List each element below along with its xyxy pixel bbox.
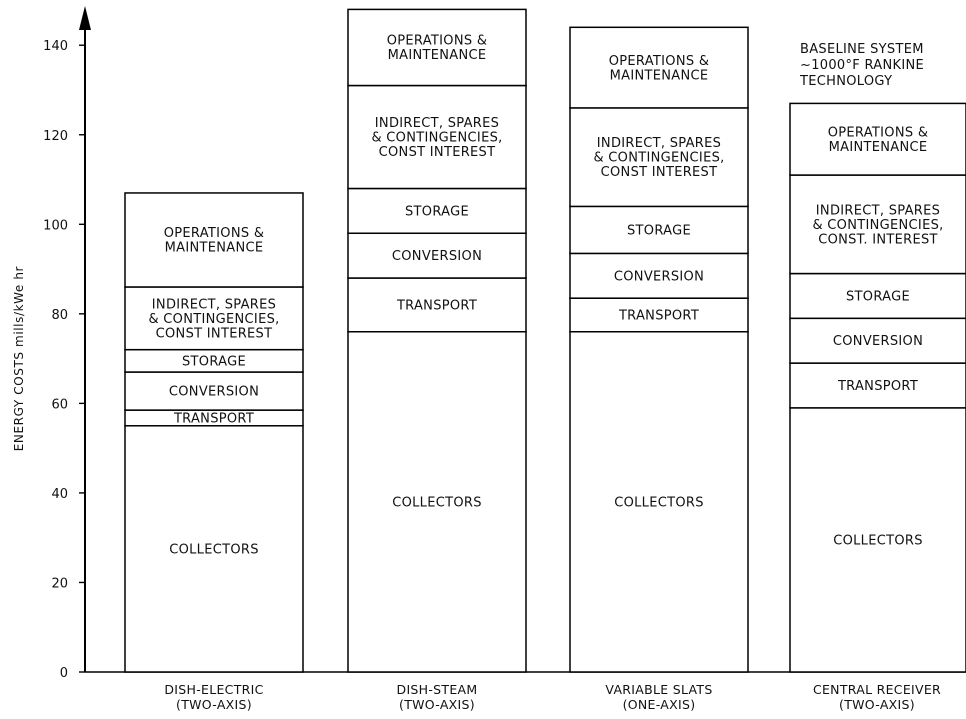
segment-label: TRANSPORT bbox=[173, 411, 255, 427]
segment-label: & CONTINGENCIES, bbox=[812, 217, 944, 233]
segment-label: TRANSPORT bbox=[618, 308, 700, 324]
segment-label: & CONTINGENCIES, bbox=[371, 130, 503, 146]
segment-label: STORAGE bbox=[405, 204, 469, 220]
segment-label: COLLECTORS bbox=[169, 542, 259, 558]
segment-label: TRANSPORT bbox=[837, 378, 919, 394]
segment-label: STORAGE bbox=[627, 223, 691, 239]
bars bbox=[125, 9, 966, 672]
stacked-bar bbox=[348, 9, 526, 672]
segment-label: COLLECTORS bbox=[833, 533, 923, 549]
segment-label: CONVERSION bbox=[832, 334, 924, 350]
stacked-bar bbox=[125, 193, 303, 672]
segment-label: CONST. INTEREST bbox=[818, 232, 938, 248]
segment-label: & CONTINGENCIES, bbox=[593, 150, 725, 166]
y-tick-label: 20 bbox=[51, 576, 68, 592]
category-sublabel: (TWO-AXIS) bbox=[399, 697, 475, 712]
annotation bbox=[799, 42, 924, 89]
segment-label: OPERATIONS & bbox=[163, 226, 265, 242]
y-tick-label: 80 bbox=[51, 307, 68, 323]
segment-label: CONST INTEREST bbox=[155, 326, 273, 342]
category-label: CENTRAL RECEIVER bbox=[812, 682, 942, 697]
category-sublabel: (TWO-AXIS) bbox=[176, 697, 252, 712]
segment-label: OPERATIONS & bbox=[827, 125, 929, 141]
y-axis-title: ENERGY COSTS mills/kWe hr bbox=[12, 265, 26, 452]
annotation-line: BASELINE SYSTEM bbox=[800, 42, 924, 57]
y-tick-label: 120 bbox=[43, 128, 68, 144]
y-tick-label: 140 bbox=[43, 39, 68, 55]
category-sublabel: (TWO-AXIS) bbox=[839, 697, 915, 712]
segment-label: INDIRECT, SPARES bbox=[151, 297, 277, 313]
annotation-line: ~1000°F RANKINE bbox=[800, 58, 925, 73]
segment-label: CONVERSION bbox=[391, 249, 483, 265]
segment-label: OPERATIONS & bbox=[608, 53, 710, 69]
annotation-line: TECHNOLOGY bbox=[800, 74, 893, 89]
segment-label: CONST INTEREST bbox=[378, 144, 496, 160]
category-sublabel: (ONE-AXIS) bbox=[622, 697, 696, 712]
segment-label: INDIRECT, SPARES bbox=[596, 136, 722, 152]
segment-label: CONST INTEREST bbox=[600, 165, 718, 181]
y-axis-arrow-icon bbox=[79, 6, 91, 30]
segment-label: MAINTENANCE bbox=[387, 48, 487, 64]
segment-label: STORAGE bbox=[846, 289, 910, 305]
category-label: DISH-STEAM bbox=[396, 682, 478, 697]
segment-label: MAINTENANCE bbox=[164, 240, 264, 256]
segment-label: TRANSPORT bbox=[396, 298, 478, 314]
segment-label: COLLECTORS bbox=[614, 495, 704, 511]
segment-label: OPERATIONS & bbox=[386, 33, 488, 49]
category-labels bbox=[164, 682, 941, 712]
y-tick-label: 0 bbox=[59, 666, 68, 681]
segment-label: INDIRECT, SPARES bbox=[374, 115, 500, 131]
segment-label: MAINTENANCE bbox=[609, 68, 709, 84]
segment-label: MAINTENANCE bbox=[828, 139, 928, 155]
segment-label: CONVERSION bbox=[613, 269, 705, 285]
y-tick-label: 40 bbox=[51, 486, 68, 502]
segment-label: COLLECTORS bbox=[392, 495, 482, 511]
stacked-bar bbox=[790, 103, 966, 672]
segment-label: & CONTINGENCIES, bbox=[148, 311, 280, 327]
segment-label: CONVERSION bbox=[168, 384, 260, 400]
stacked-bar bbox=[570, 27, 748, 672]
y-tick-label: 60 bbox=[51, 397, 68, 413]
y-tick-label: 100 bbox=[43, 218, 68, 234]
category-label: DISH-ELECTRIC bbox=[164, 682, 264, 697]
segment-label: STORAGE bbox=[182, 354, 246, 370]
category-label: VARIABLE SLATS bbox=[605, 682, 713, 697]
segment-label: INDIRECT, SPARES bbox=[815, 203, 941, 219]
